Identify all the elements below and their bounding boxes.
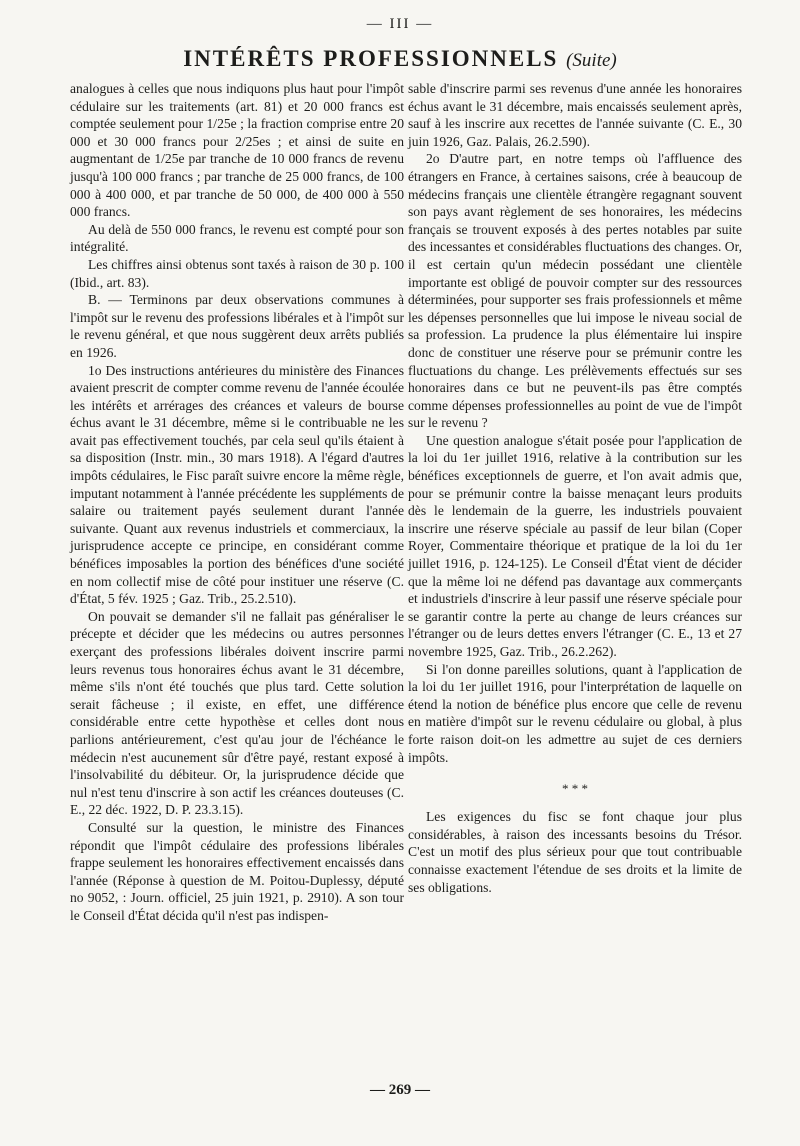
paragraph: Les chiffres ainsi obtenus sont taxés à raison de 30 p. 100 (Ibid., art. 83). [70, 256, 404, 290]
left-column [70, 80, 404, 925]
paragraph: analogues à celles que nous indiquons plus haut pour l'impôt cédulaire sur les traitements (art. 81) et 20 000 francs est comptée seulement pour 1/25e ; la fraction comprise entre 20 000 et 30 000 francs pour 2/25es ; et ainsi de suite en augmentant de 1/25e par tranche de 10 000 francs de revenu jusqu'à 100 000 francs ; par tranche de 25 000 francs, de 100 000 à 400 000, et par tranche de 50 000, de 400 000 à 550 000 francs. [70, 81, 404, 220]
paragraph: Consulté sur la question, le ministre des Finances répondit que l'impôt cédulaire des professions libérales frappe seulement les honoraires effectivement encaissés dans l'année (Réponse à question de M. Poitou-Duplessy, député no 9052, : Journ. officiel, 25 juin 1921, p. 2910). A son tour le Conseil d'État décida qu'il n'est pas indispen- [70, 819, 404, 923]
page-title [0, 46, 800, 72]
paragraph: Une question analogue s'était posée pour l'application de la loi du 1er juillet 1916, relative à la contribution sur les bénéfices exceptionnels de guerre, et l'on avait admis que, pour se prémunir contre la baisse menaçant leurs produits dès le lendemain de la guerre, les industriels pouvaient inscrire une réserve spéciale au passif de leur bilan (Coper Royer, Commentaire théorique et pratique de la loi du 1er juillet 1916, p. 124-125). Le Conseil d'État vient de décider que la même loi ne défend pas davantage aux commerçants et industriels d'inscrire à leur passif une réserve spéciale pour se garantir contre la perte au change de leurs créances sur l'étranger ou de leurs dettes envers l'étranger (C. E., 13 et 27 novembre 1925, Gaz. Trib., 26.2.262). [408, 432, 742, 659]
right-column [408, 80, 742, 896]
paragraph: 1o Des instructions antérieures du ministère des Finances avaient prescrit de compter comme revenu de l'année écoulée les intérêts et arrérages des créances et valeurs de bourse échus avant le 31 décembre, même si le contribuable ne les avait pas effectivement touchés, par cela seul qu'ils étaient à sa disposition (Instr. min., 30 mars 1918). A l'égard d'autres impôts cédulaires, le Fisc paraît suivre encore la même règle, imputant notamment à l'année précédente les suppléments de salaire ou traitement payés seulement durant l'année suivante. Quant aux revenus industriels et commerciaux, la jurisprudence accepte ce principe, en considérant comme bénéfices imposables la portion des bénéfices d'une société en nom collectif mise de côté pour instituer une réserve (C. d'État, 5 fév. 1925 ; Gaz. Trib., 25.2.510). [70, 362, 404, 607]
page-number-bottom: — 269 — [370, 1082, 430, 1098]
paragraph: On pouvait se demander s'il ne fallait pas généraliser le précepte et décider que les médecins ou autres personnes exerçant des professions libérales doivent inscrire parmi leurs revenus tous honoraires échus avant le 31 décembre, même s'ils n'ont été touchés que plus tard. Cette solution serait fâcheuse ; il existe, en effet, une différence considérable entre cette hypothèse et celles dont nous parlions antérieurement, c'est qu'au jour de l'échéance le médecin n'est aucunement sûr d'être payé, restant exposé à l'insolvabilité du débiteur. Or, la jurisprudence décide que nul n'est tenu d'inscrire à son actif les créances douteuses (C. E., 22 déc. 1922, D. P. 23.3.15). [70, 608, 404, 818]
page-number-top: — III — [366, 16, 434, 32]
asterism-divider: * * * [562, 781, 588, 797]
title-text: INTÉRÊTS PROFESSIONNELS [183, 46, 559, 71]
paragraph: Au delà de 550 000 francs, le revenu est compté pour son intégralité. [70, 221, 404, 255]
closing-paragraph: Les exigences du fisc se font chaque jour plus considérables, à raison des incessants besoins du Trésor. C'est un motif des plus sérieux pour que tout contribuable connaisse exactement l'étendue de ses droits et la limite de ses obligations. [408, 809, 742, 895]
title-suite: (Suite) [566, 50, 617, 71]
paragraph: Si l'on donne pareilles solutions, quant à l'application de la loi du 1er juillet 1916, pour l'interprétation de laquelle on étend la notion de bénéfice plus encore que celle de revenu en matière d'impôt sur le revenu cédulaire ou global, à plus forte raison doit-on les admettre au sujet de ces derniers impôts. [408, 661, 742, 765]
paragraph: 2o D'autre part, en notre temps où l'affluence des étrangers en France, à certaines saisons, crée à beaucoup de médecins français une clientèle étrangère regagnant souvent son pays avant règlement de ses honoraires, les médecins français se trouvent exposés à des pertes notables par suite des incessantes et considérables fluctuations des changes. Or, il est certain qu'un médecin possédant une clientèle importante est obligé de pouvoir compter sur des ressources déterminées, pour supporter ses frais professionnels et même les dépenses personnelles que lui impose le niveau social de sa profession. La prudence la plus élémentaire lui inspire donc de constituer une réserve pour se prémunir contre les fluctuations du change. Les prélèvements effectués sur ses honoraires dans ce but ne peuvent-ils pas être comptés comme dépenses professionnelles au point de vue de l'impôt sur le revenu ? [408, 151, 742, 431]
paragraph: B. — Terminons par deux observations communes à l'impôt sur le revenu des professions libérales et à l'impôt sur le revenu général, et que nous suggèrent deux arrêts publiés en 1926. [70, 292, 404, 360]
paragraph: sable d'inscrire parmi ses revenus d'une année les honoraires échus avant le 31 décembre, mais encaissés seulement après, sauf à les inscrire aux recettes de l'année suivante (C. E., 30 juin 1926, Gaz. Palais, 26.2.590). [408, 81, 742, 149]
